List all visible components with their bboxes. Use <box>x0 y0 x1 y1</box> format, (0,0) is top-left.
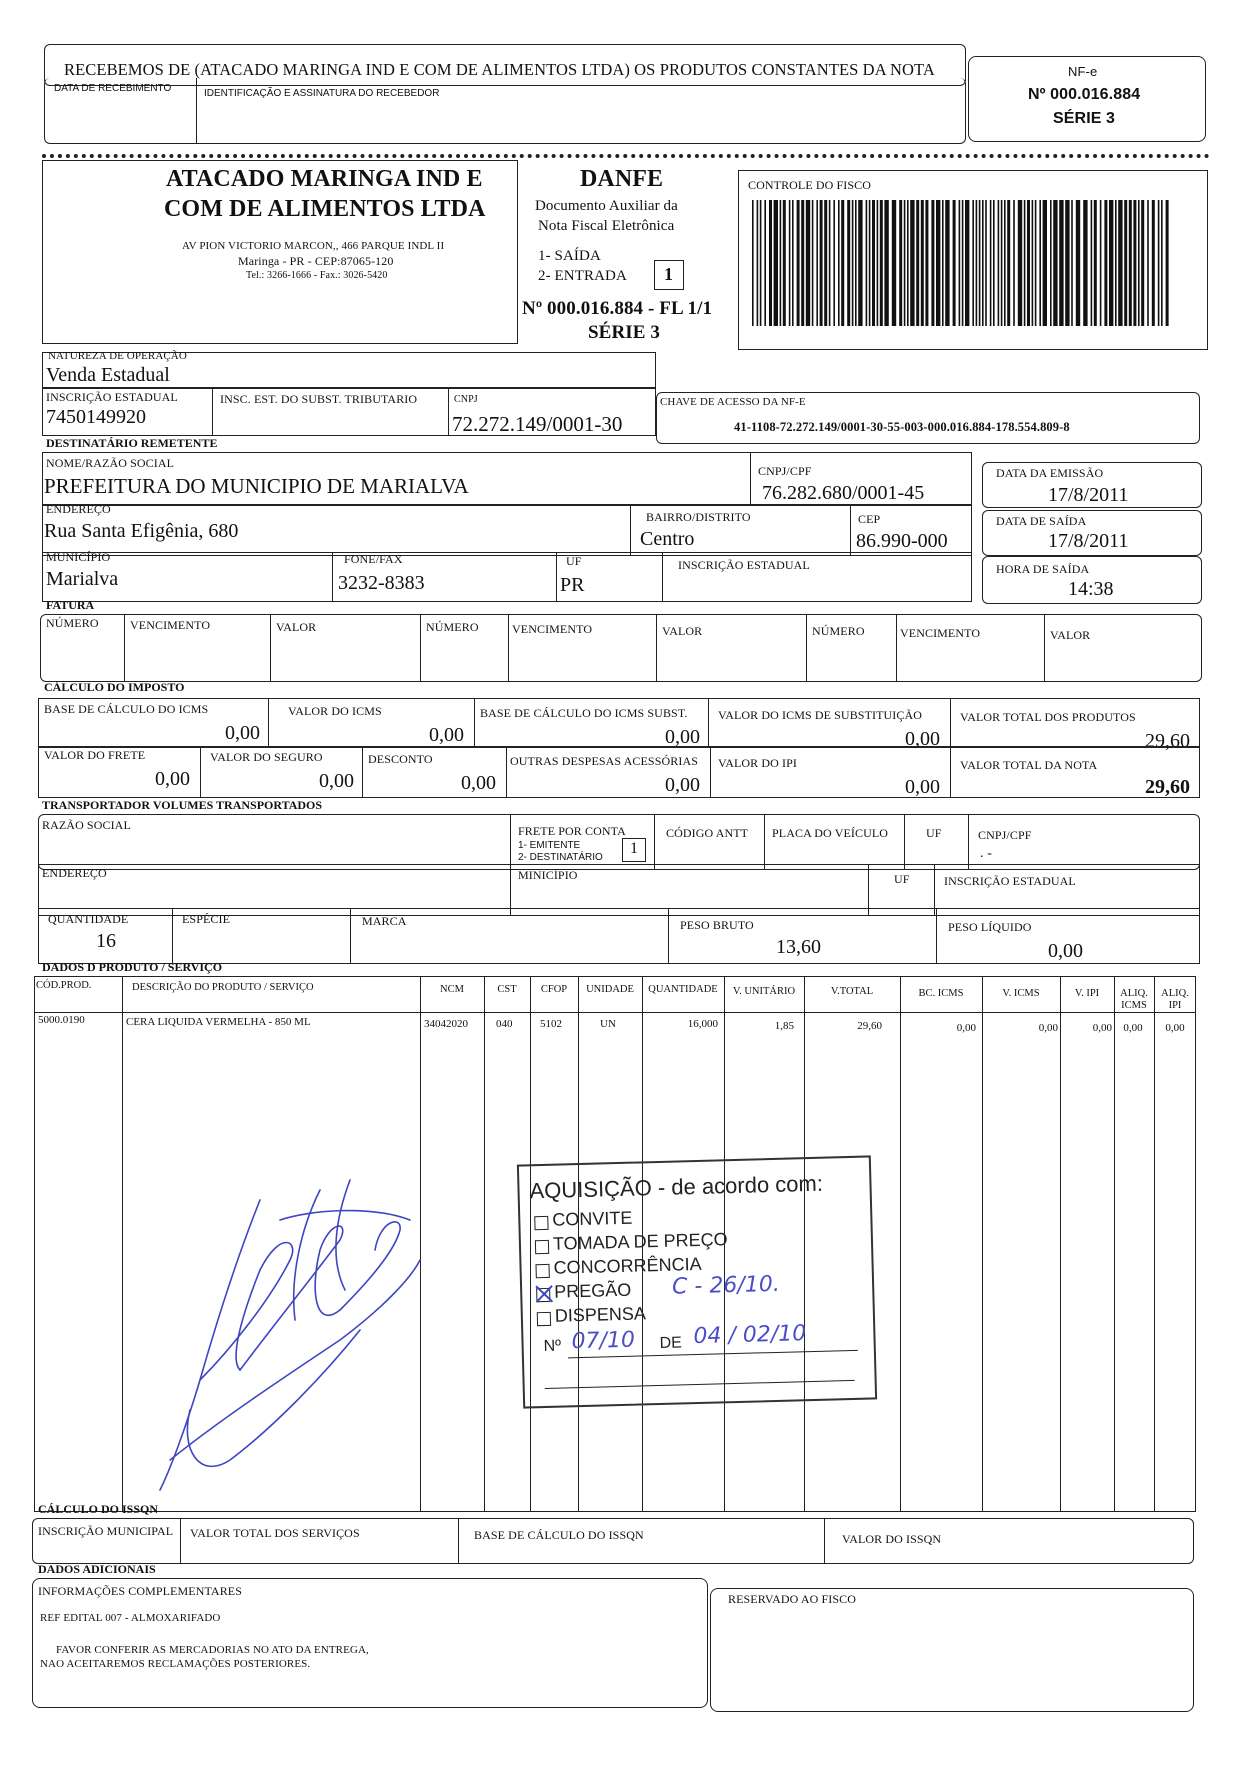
recipient-city-label: MUNICÍPIO <box>46 550 111 564</box>
barcode-bar <box>752 200 754 326</box>
tax-icms-st-value: 0,00 <box>905 728 940 750</box>
barcode-bar <box>780 200 782 326</box>
barcode-bar <box>982 200 984 326</box>
barcode-bar <box>1161 200 1163 326</box>
barcode-bar <box>877 200 879 326</box>
barcode-bar <box>833 200 835 326</box>
stamp-handwritten-number: 07/10 <box>571 1327 636 1355</box>
tax-insurance-value: 0,00 <box>319 770 354 792</box>
barcode-bar <box>1104 200 1107 326</box>
barcode-bar <box>1166 200 1169 326</box>
col-vtotal: V.TOTAL <box>830 986 874 997</box>
col-aliq-ipi-2: IPI <box>1168 1000 1182 1011</box>
recipient-cep-label: CEP <box>858 512 881 526</box>
barcode-bar <box>1138 200 1140 326</box>
barcode-bar <box>1039 200 1041 326</box>
reserved-fisco-label: RESERVADO AO FISCO <box>728 1592 856 1606</box>
recipient-section: DESTINATÁRIO REMETENTE <box>46 436 218 450</box>
acquisition-stamp <box>517 1155 877 1408</box>
stamp-option-dispensa: DISPENSA <box>554 1303 647 1326</box>
transport-uf-label: UF <box>926 826 942 840</box>
additional-line-1: REF EDITAL 007 - ALMOXARIFADO <box>40 1612 221 1624</box>
barcode-bar <box>789 200 791 326</box>
barcode-bar <box>1013 200 1015 326</box>
transport-uf2-label: UF <box>894 872 910 886</box>
barcode-bar <box>872 200 875 326</box>
recipient-phone-label: FONE/FAX <box>344 552 403 566</box>
barcode-bar <box>998 200 1000 326</box>
barcode-bar <box>852 200 854 326</box>
tax-insurance-label: VALOR DO SEGURO <box>210 750 323 764</box>
row-qty: 16,000 <box>687 1018 718 1030</box>
barcode-bar <box>855 200 857 326</box>
barcode-bar <box>783 200 786 326</box>
stamp-check-mark-icon <box>534 1284 555 1305</box>
barcode-bar <box>921 200 924 326</box>
barcode-bar <box>892 200 896 326</box>
issuer-city: Maringa - PR - CEP:87065-120 <box>238 254 394 268</box>
row-aliq-ipi: 0,00 <box>1165 1022 1185 1034</box>
barcode-bar <box>824 200 827 326</box>
barcode-bar <box>1053 200 1057 326</box>
col-aliq-icms-2: ICMS <box>1121 1000 1147 1011</box>
nature-label: NATUREZA DE OPERAÇÃO <box>48 350 187 362</box>
transport-net-label: PESO LÍQUIDO <box>948 920 1032 934</box>
transport-gross-label: PESO BRUTO <box>680 918 754 932</box>
danfe-subtitle-1: Documento Auxiliar da <box>535 198 678 214</box>
invoice-numero-2: NÚMERO <box>426 620 479 634</box>
tax-icms-value: 0,00 <box>429 724 464 746</box>
transport-freight-opt2: 2- DESTINATÁRIO <box>518 852 603 863</box>
row-vunit: 1,85 <box>774 1020 794 1032</box>
tax-base-st-label: BASE DE CÁLCULO DO ICMS SUBST. <box>480 706 688 720</box>
barcode-bar <box>979 200 981 326</box>
receipt-number: Nº 000.016.884 <box>1028 86 1141 103</box>
transport-qty-value: 16 <box>96 930 116 952</box>
receipt-nfe-label: NF-e <box>1068 64 1098 79</box>
col-cst: CST <box>497 984 517 995</box>
stamp-title: AQUISIÇÃO - de acordo com: <box>529 1170 824 1204</box>
barcode-bar <box>962 200 964 326</box>
barcode-bar <box>1129 200 1132 326</box>
invoice-valor-3: VALOR <box>1050 628 1091 642</box>
barcode-bar <box>760 200 762 326</box>
tax-base-st-value: 0,00 <box>665 726 700 748</box>
recipient-row3 <box>42 552 972 602</box>
col-desc: DESCRIÇÃO DO PRODUTO / SERVIÇO <box>132 982 314 993</box>
exit-hour-value: 14:38 <box>1068 578 1114 600</box>
additional-section: DADOS ADICIONAIS <box>38 1562 156 1576</box>
barcode-bar <box>880 200 883 326</box>
issuer-phone: Tel.: 3266-1666 - Fax.: 3026-5420 <box>246 270 388 281</box>
barcode-bar <box>841 200 844 326</box>
tax-ipi-value: 0,00 <box>905 776 940 798</box>
invoice-numero-3: NÚMERO <box>812 624 865 638</box>
stamp-checkbox-concorrencia <box>535 1264 549 1278</box>
col-qty: QUANTIDADE <box>648 984 718 995</box>
issqn-value-label: VALOR DO ISSQN <box>842 1532 942 1546</box>
emission-date-label: DATA DA EMISSÃO <box>996 466 1104 480</box>
barcode-bar <box>1115 200 1117 326</box>
tax-discount-value: 0,00 <box>461 772 496 794</box>
barcode-bar <box>1043 200 1047 326</box>
barcode-bar <box>1152 200 1155 326</box>
barcode-bar <box>1118 200 1122 326</box>
stamp-option-convite: CONVITE <box>552 1207 633 1230</box>
tax-total-products-value: 29,60 <box>1145 730 1190 752</box>
invoice-numero-1: NÚMERO <box>46 616 99 630</box>
barcode-bar <box>1091 200 1093 326</box>
barcode-bar <box>1094 200 1097 326</box>
invoice-section: FATURA <box>46 598 95 612</box>
tax-base-icms-value: 0,00 <box>225 722 260 744</box>
barcode-bar <box>1024 200 1026 326</box>
barcode-bar <box>1004 200 1006 326</box>
transport-brand-label: MARCA <box>362 914 407 928</box>
recipient-phone-value: 3232-8383 <box>338 572 425 594</box>
barcode-bar <box>797 200 800 326</box>
barcode-bar <box>916 200 919 326</box>
receipt-series: SÉRIE 3 <box>1053 110 1116 127</box>
transport-freight-label: FRETE POR CONTA <box>518 824 626 838</box>
products-section: DADOS D PRODUTO / SERVIÇO <box>42 960 223 974</box>
exit-date-value: 17/8/2011 <box>1048 530 1129 552</box>
barcode-bar <box>985 200 987 326</box>
invoice-vencimento-3: VENCIMENTO <box>900 626 981 640</box>
transport-cnpj-label: CNPJ/CPF <box>978 828 1032 842</box>
barcode-bar <box>1071 200 1073 326</box>
transport-cnpj-value: . - <box>980 846 992 861</box>
barcode-bar <box>1050 200 1052 326</box>
barcode-bar <box>847 200 850 326</box>
recipient-cnpj-value: 76.282.680/0001-45 <box>762 482 925 504</box>
barcode-bar <box>792 200 794 326</box>
barcode-bar <box>757 200 759 326</box>
recipient-city-value: Marialva <box>46 568 119 590</box>
transport-address-label: ENDEREÇO <box>42 866 107 880</box>
barcode-bar <box>1124 200 1127 326</box>
stamp-checkbox-convite <box>534 1216 548 1230</box>
tax-discount-label: DESCONTO <box>368 752 433 766</box>
barcode-bar <box>910 200 914 326</box>
col-vunit: V. UNITÁRIO <box>732 986 796 997</box>
transport-net-value: 0,00 <box>1048 940 1083 962</box>
recipient-ie-label: INSCRIÇÃO ESTADUAL <box>678 558 810 572</box>
ie-label: INSCRIÇÃO ESTADUAL <box>46 390 178 404</box>
receipt-header-text: RECEBEMOS DE (ATACADO MARINGA IND E COM DE ALIMENTOS LTDA) OS PRODUTOS CONSTANTES DA NOTA <box>64 60 935 79</box>
barcode-bar <box>1035 200 1037 326</box>
barcode-bar <box>936 200 940 326</box>
barcode-bar <box>959 200 961 326</box>
barcode-bar <box>866 200 868 326</box>
access-key-value: 41-1108-72.272.149/0001-30-55-003-000.016.884-178.554.809-8 <box>734 420 1070 434</box>
row-desc: CERA LIQUIDA VERMELHA - 850 ML <box>126 1016 311 1028</box>
recipient-address-value: Rua Santa Efigênia, 680 <box>44 520 239 542</box>
invoice-box <box>40 614 1202 682</box>
transport-freight-value: 1 <box>630 840 639 857</box>
tax-total-value: 29,60 <box>1145 776 1190 798</box>
stamp-handwritten-pregao: C - 26/10. <box>671 1271 781 1300</box>
row-cod: 5000.0190 <box>38 1014 85 1026</box>
row-cst: 040 <box>496 1018 513 1030</box>
issuer-name-line2: COM DE ALIMENTOS LTDA <box>164 196 486 222</box>
transport-ie-label: INSCRIÇÃO ESTADUAL <box>944 874 1076 888</box>
transport-qty-label: QUANTIDADE <box>48 912 129 926</box>
transport-gross-value: 13,60 <box>776 936 821 958</box>
tax-total-products-label: VALOR TOTAL DOS PRODUTOS <box>960 710 1136 724</box>
barcode-bar <box>801 200 804 326</box>
col-cod: CÓD.PROD. <box>36 980 92 991</box>
stamp-checkbox-dispensa <box>537 1312 551 1326</box>
tax-other-label: OUTRAS DESPESAS ACESSÓRIAS <box>510 754 698 768</box>
access-key-label: CHAVE DE ACESSO DA NF-E <box>660 396 806 408</box>
stamp-option-tomada: TOMADA DE PREÇO <box>552 1229 728 1254</box>
transport-antt-label: CÓDIGO ANTT <box>666 826 749 840</box>
barcode <box>752 200 1172 326</box>
barcode-bar <box>1001 200 1003 326</box>
barcode-bar <box>931 200 934 326</box>
receipt-fields-box <box>44 78 966 144</box>
barcode-bar <box>1032 200 1034 326</box>
danfe-subtitle-2: Nota Fiscal Eletrônica <box>538 218 675 234</box>
tax-icms-label: VALOR DO ICMS <box>288 704 382 718</box>
barcode-bar <box>1083 200 1087 326</box>
tax-base-icms-label: BASE DE CÁLCULO DO ICMS <box>44 702 209 716</box>
barcode-bar <box>1007 200 1010 326</box>
invoice-vencimento-2: VENCIMENTO <box>512 622 593 636</box>
transport-section: TRANSPORTADOR VOLUMES TRANSPORTADOS <box>42 798 323 812</box>
barcode-bar <box>945 200 949 326</box>
recipient-uf-label: UF <box>566 554 582 568</box>
recipient-uf-value: PR <box>560 574 585 596</box>
fisco-control-label: CONTROLE DO FISCO <box>748 178 872 192</box>
barcode-bar <box>829 200 831 326</box>
danfe-title: DANFE <box>580 166 664 192</box>
barcode-bar <box>972 200 974 326</box>
col-vicms: V. ICMS <box>1002 988 1040 999</box>
barcode-bar <box>812 200 814 326</box>
recipient-cnpj-label: CNPJ/CPF <box>758 464 812 478</box>
recipient-address-label: ENDEREÇO <box>46 502 111 516</box>
tax-ipi-label: VALOR DO IPI <box>718 756 797 770</box>
row-vtotal: 29,60 <box>857 1020 882 1032</box>
invoice-valor-2: VALOR <box>662 624 703 638</box>
barcode-bar <box>1018 200 1022 326</box>
cnpj-label: CNPJ <box>454 394 478 405</box>
barcode-bar <box>953 200 956 326</box>
additional-line-2: FAVOR CONFERIR AS MERCADORIAS NO ATO DA ENTREGA, <box>56 1644 369 1656</box>
barcode-bar <box>820 200 823 326</box>
receipt-id-label: IDENTIFICAÇÃO E ASSINATURA DO RECEBEDOR <box>204 88 440 99</box>
col-aliq-ipi-1: ALIQ. <box>1161 988 1189 999</box>
cnpj-value: 72.272.149/0001-30 <box>452 412 623 436</box>
receipt-date-label: DATA DE RECEBIMENTO <box>54 83 172 94</box>
transport-species-label: ESPÉCIE <box>182 912 231 926</box>
issqn-services-label: VALOR TOTAL DOS SERVIÇOS <box>190 1526 360 1540</box>
danfe-type-value: 1 <box>664 264 674 284</box>
barcode-bar <box>1100 200 1102 326</box>
barcode-bar <box>1076 200 1080 326</box>
cut-line <box>42 154 1210 158</box>
ie-st-label: INSC. EST. DO SUBST. TRIBUTARIO <box>220 392 418 406</box>
tax-other-value: 0,00 <box>665 774 700 796</box>
issuer-name-line1: ATACADO MARINGA IND E <box>166 166 483 192</box>
stamp-option-pregao: PREGÃO <box>553 1279 632 1302</box>
col-cfop: CFOP <box>540 984 568 995</box>
invoice-valor-1: VALOR <box>276 620 317 634</box>
barcode-bar <box>1065 200 1069 326</box>
row-unit: UN <box>600 1018 616 1030</box>
row-aliq-icms: 0,00 <box>1123 1022 1143 1034</box>
barcode-bar <box>904 200 906 326</box>
row-bcicms: 0,00 <box>956 1022 976 1034</box>
transport-freight-opt1: 1- EMITENTE <box>518 840 581 851</box>
barcode-bar <box>990 200 992 326</box>
barcode-bar <box>907 200 909 326</box>
invoice-vencimento-1: VENCIMENTO <box>130 618 211 632</box>
emission-date-value: 17/8/2011 <box>1048 484 1129 506</box>
exit-date-label: DATA DE SAÍDA <box>996 514 1087 528</box>
tax-icms-st-label: VALOR DO ICMS DE SUBSTITUIÇÃO <box>718 708 923 722</box>
handwritten-signature <box>140 1160 430 1500</box>
barcode-bar <box>1158 200 1160 326</box>
tax-freight-label: VALOR DO FRETE <box>44 748 146 762</box>
col-aliq-icms-1: ALIQ. <box>1120 988 1148 999</box>
barcode-bar <box>858 200 862 326</box>
barcode-bar <box>838 200 840 326</box>
barcode-bar <box>764 200 766 326</box>
row-cfop: 5102 <box>540 1018 562 1030</box>
issqn-im-label: INSCRIÇÃO MUNICIPAL <box>38 1524 174 1538</box>
recipient-name-label: NOME/RAZÃO SOCIAL <box>46 456 175 470</box>
stamp-de-label: DE <box>659 1334 683 1352</box>
col-bcicms: BC. ICMS <box>918 988 964 999</box>
barcode-bar <box>942 200 944 326</box>
barcode-bar <box>1109 200 1113 326</box>
barcode-bar <box>1133 200 1136 326</box>
col-unit: UNIDADE <box>586 984 634 995</box>
issqn-section: CÁLCULO DO ISSQN <box>38 1502 159 1516</box>
danfe-number: Nº 000.016.884 - FL 1/1 <box>522 298 713 319</box>
stamp-checkbox-tomada <box>535 1240 549 1254</box>
row-vicms: 0,00 <box>1038 1022 1058 1034</box>
barcode-bar <box>816 200 818 326</box>
row-vipi: 0,00 <box>1092 1022 1112 1034</box>
barcode-bar <box>976 200 978 326</box>
barcode-bar <box>925 200 928 326</box>
transport-city-label: MINICÍPIO <box>518 868 578 882</box>
danfe-series: SÉRIE 3 <box>588 322 660 343</box>
recipient-district-label: BAIRRO/DISTRITO <box>646 510 751 524</box>
barcode-bar <box>965 200 969 326</box>
danfe-option-entrada: 2- ENTRADA <box>538 268 627 284</box>
barcode-bar <box>769 200 772 326</box>
exit-hour-label: HORA DE SAÍDA <box>996 562 1090 576</box>
barcode-bar <box>884 200 888 326</box>
row-ncm: 34042020 <box>424 1018 468 1030</box>
barcode-bar <box>1027 200 1030 326</box>
recipient-name-value: PREFEITURA DO MUNICIPIO DE MARIALVA <box>44 474 469 498</box>
additional-line-3: NAO ACEITAREMOS RECLAMAÇÕES POSTERIORES. <box>40 1658 311 1670</box>
stamp-handwritten-date: 04 / 02/10 <box>693 1321 807 1350</box>
issuer-address: AV PION VICTORIO MARCON,, 466 PARQUE INDL II <box>182 240 445 252</box>
barcode-bar <box>993 200 995 326</box>
barcode-bar <box>899 200 902 326</box>
barcode-bar <box>806 200 810 326</box>
barcode-bar <box>869 200 871 326</box>
barcode-bar <box>1147 200 1149 326</box>
tax-total-label: VALOR TOTAL DA NOTA <box>960 758 1098 772</box>
stamp-line-2 <box>545 1380 855 1389</box>
issqn-base-label: BASE DE CÁLCULO DO ISSQN <box>474 1528 644 1542</box>
nature-value: Venda Estadual <box>46 364 170 386</box>
barcode-bar <box>1059 200 1063 326</box>
danfe-option-saida: 1- SAÍDA <box>538 248 601 264</box>
recipient-cep-value: 86.990-000 <box>856 530 948 552</box>
col-ncm: NCM <box>440 984 464 995</box>
barcode-bar <box>774 200 778 326</box>
transport-plate-label: PLACA DO VEÍCULO <box>772 826 889 840</box>
tax-section: CÁLCULO DO IMPOSTO <box>44 680 185 694</box>
stamp-no-label: Nº <box>543 1337 562 1356</box>
barcode-bar <box>1141 200 1144 326</box>
stamp-option-concorrencia: CONCORRÊNCIA <box>553 1253 702 1278</box>
additional-info-label: INFORMAÇÕES COMPLEMENTARES <box>38 1584 242 1598</box>
recipient-district-value: Centro <box>640 528 695 550</box>
col-vipi: V. IPI <box>1074 988 1100 999</box>
ie-value: 7450149920 <box>46 406 146 428</box>
tax-freight-value: 0,00 <box>155 768 190 790</box>
transport-name-label: RAZÃO SOCIAL <box>42 818 131 832</box>
